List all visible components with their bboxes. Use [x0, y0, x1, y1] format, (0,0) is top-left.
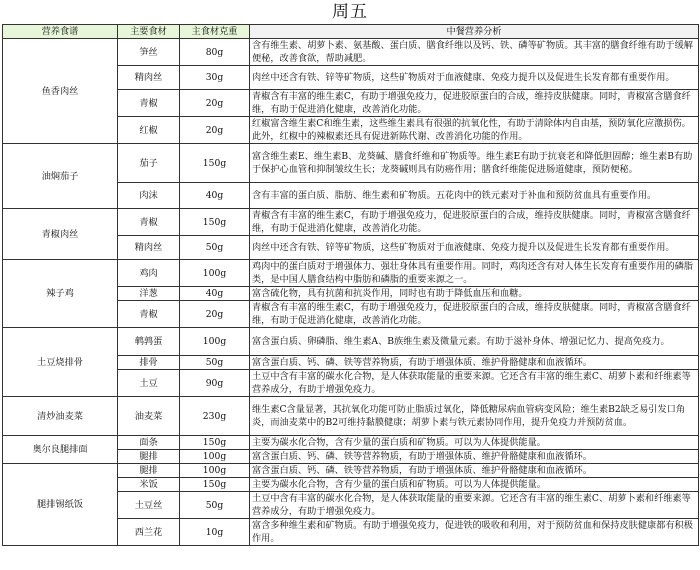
table-body [3, 39, 699, 546]
ingredient-cell: 土豆丝 [118, 492, 180, 519]
weight-cell: 150g [180, 144, 250, 183]
header-analysis: 中餐营养分析 [250, 25, 699, 39]
analysis-cell: 富含维生素E、维生素B、龙葵碱、膳食纤维和矿物质等。维生素E有助于抗衰老和降低胆固醇；维生素B有助于保护心血管和抑制皱纹生长；龙葵碱则具有防癌作用；膳食纤维能促进肠道健康，预防便秘。 [250, 144, 699, 183]
ingredient-cell: 腿排 [118, 464, 180, 478]
ingredient-cell: 腿排 [118, 450, 180, 464]
weight-cell: 20g [180, 301, 250, 328]
analysis-cell: 富含硫化物，具有抗菌和抗炎作用，同时也有助于降低血压和血糖。 [250, 287, 699, 301]
dish-name-cell: 土豆烧排骨 [3, 328, 118, 397]
ingredient-cell: 茄子 [118, 144, 180, 183]
analysis-cell: 青椒含有丰富的维生素C，有助于增强免疫力，促进胶原蛋白的合成，维持皮肤健康。同时，青椒富含膳食纤维，有助于促进消化健康，改善消化功能。 [250, 209, 699, 236]
weight-cell: 20g [180, 90, 250, 117]
analysis-cell: 主要为碳水化合物，含有少量的蛋白质和矿物质。可以为人体提供能量。 [250, 436, 699, 450]
weight-cell: 150g [180, 478, 250, 492]
ingredient-cell: 米饭 [118, 478, 180, 492]
table-row [3, 260, 699, 287]
ingredient-cell: 排骨 [118, 356, 180, 370]
ingredient-cell: 鹌鹑蛋 [118, 328, 180, 356]
dish-name-cell: 鱼香肉丝 [3, 39, 118, 144]
ingredient-cell: 西兰花 [118, 519, 180, 546]
weight-cell: 90g [180, 370, 250, 397]
dish-name-cell: 清炒油麦菜 [3, 397, 118, 436]
analysis-cell: 含有丰富的蛋白质、脂肪、维生素和矿物质。五花肉中的铁元素对于补血和预防贫血具有重要作用。 [250, 183, 699, 209]
analysis-cell: 土豆中含有丰富的碳水化合物，是人体获取能量的重要来源。它还含有丰富的维生素C、胡萝卜素和纤维素等营养成分，有助于增强免疫力。 [250, 492, 699, 519]
table-row [3, 328, 699, 356]
weight-cell: 30g [180, 66, 250, 90]
dish-name-cell: 青椒肉丝 [3, 209, 118, 260]
ingredient-cell: 笋丝 [118, 39, 180, 66]
weight-cell: 100g [180, 464, 250, 478]
analysis-cell: 主要为碳水化合物，含有少量的蛋白质和矿物质。可以为人体提供能量。 [250, 478, 699, 492]
weight-cell: 40g [180, 183, 250, 209]
ingredient-cell: 青椒 [118, 209, 180, 236]
ingredient-cell: 鸡肉 [118, 260, 180, 287]
ingredient-cell: 土豆 [118, 370, 180, 397]
weight-cell: 150g [180, 209, 250, 236]
weight-cell: 50g [180, 236, 250, 260]
weight-cell: 230g [180, 397, 250, 436]
nutrition-table [2, 24, 699, 546]
table-row [3, 436, 699, 450]
analysis-cell: 富含蛋白质、卵磷脂、维生素A、B族维生素及微量元素。有助于滋补身体、增强记忆力、提高免疫力。 [250, 328, 699, 356]
ingredient-cell: 面条 [118, 436, 180, 450]
weight-cell: 100g [180, 328, 250, 356]
header-ingredient: 主要食材 [118, 25, 180, 39]
table-row [3, 209, 699, 236]
ingredient-cell: 肉沫 [118, 183, 180, 209]
analysis-cell: 肉丝中还含有铁、锌等矿物质，这些矿物质对于血液健康、免疫力提升以及促进生长发育都有重要作用。 [250, 236, 699, 260]
analysis-cell: 肉丝中还含有铁、锌等矿物质，这些矿物质对于血液健康、免疫力提升以及促进生长发育都有重要作用。 [250, 66, 699, 90]
analysis-cell: 富含蛋白质、钙、磷、铁等营养物质，有助于增强体质、维护骨骼健康和血液循环。 [250, 356, 699, 370]
analysis-cell: 维生素C含量显著，其抗氧化功能可防止脂质过氧化，降低糖尿病血管病变风险；维生素B2缺乏易引发口角炎，而油麦菜中的B2可维持黏膜健康；胡萝卜素与铁元素协同作用，提升免疫力并预防贫血。 [250, 397, 699, 436]
weight-cell: 80g [180, 39, 250, 66]
header-weight: 主食材克重 [180, 25, 250, 39]
ingredient-cell: 洋葱 [118, 287, 180, 301]
ingredient-cell: 红椒 [118, 117, 180, 144]
ingredient-cell: 精肉丝 [118, 66, 180, 90]
weight-cell: 100g [180, 450, 250, 464]
page-title: 周五 [332, 2, 368, 22]
table-row [3, 144, 699, 183]
analysis-cell: 富含多种维生素和矿物质。有助于增强免疫力，促进铁的吸收和利用，对于预防贫血和保持皮肤健康都有积极作用。 [250, 519, 699, 546]
analysis-cell: 鸡肉中的蛋白质对于增强体力、强壮身体具有重要作用。同时，鸡肉还含有对人体生长发育有重要作用的磷脂类，是中国人膳食结构中脂肪和磷脂的重要来源之一。 [250, 260, 699, 287]
analysis-cell: 含有维生素、胡萝卜素、氨基酸、蛋白质、膳食纤维以及钙、铁、磷等矿物质。其丰富的膳食纤维有助于缓解便秘，改善食欲，帮助减肥。 [250, 39, 699, 66]
dish-name-cell: 油焖茄子 [3, 144, 118, 209]
table-row [3, 397, 699, 436]
analysis-cell: 红椒富含维生素C和维生素，这些维生素具有很强的抗氧化性，有助于清除体内自由基，预防氧化应激损伤。此外，红椒中的辣椒素还具有促进新陈代谢、改善消化功能的作用。 [250, 117, 699, 144]
header-dish: 营养食谱 [3, 25, 118, 39]
analysis-cell: 富含蛋白质、钙、磷、铁等营养物质，有助于增强体质、维护骨骼健康和血液循环。 [250, 464, 699, 478]
weight-cell: 50g [180, 492, 250, 519]
weight-cell: 100g [180, 260, 250, 287]
weight-cell: 40g [180, 287, 250, 301]
weight-cell: 20g [180, 117, 250, 144]
analysis-cell: 青椒含有丰富的维生素C，有助于增强免疫力，促进胶原蛋白的合成，维持皮肤健康。同时，青椒富含膳食纤维，有助于促进消化健康，改善消化功能。 [250, 90, 699, 117]
analysis-cell: 土豆中含有丰富的碳水化合物，是人体获取能量的重要来源。它还含有丰富的维生素C、胡萝卜素和纤维素等营养成分，有助于增强免疫力。 [250, 370, 699, 397]
ingredient-cell: 油麦菜 [118, 397, 180, 436]
analysis-cell: 富含蛋白质、钙、磷、铁等营养物质，有助于增强体质、维护骨骼健康和血液循环。 [250, 450, 699, 464]
dish-name-cell: 奥尔良腿排面 [3, 436, 118, 464]
ingredient-cell: 青椒 [118, 301, 180, 328]
dish-name-cell: 辣子鸡 [3, 260, 118, 328]
weight-cell: 10g [180, 519, 250, 546]
header-row [3, 25, 699, 39]
weight-cell: 150g [180, 436, 250, 450]
table-row [3, 464, 699, 478]
weight-cell: 50g [180, 356, 250, 370]
analysis-cell: 青椒含有丰富的维生素C，有助于增强免疫力，促进胶原蛋白的合成，维持皮肤健康。同时，青椒富含膳食纤维，有助于促进消化健康，改善消化功能。 [250, 301, 699, 328]
ingredient-cell: 精肉丝 [118, 236, 180, 260]
ingredient-cell: 青椒 [118, 90, 180, 117]
table-row [3, 39, 699, 66]
dish-name-cell: 腿排锡纸饭 [3, 464, 118, 546]
